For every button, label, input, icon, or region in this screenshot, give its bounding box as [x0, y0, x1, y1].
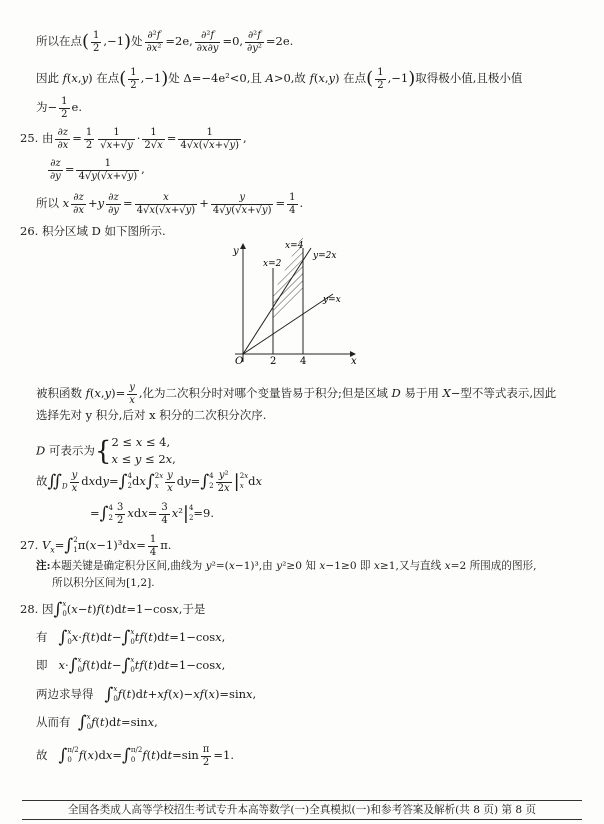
text-line: 所以在点( $\frac{1}{2}$ ,−1)处 $\frac{\text{∂²f}}{\text{∂x²}}$ =2e, $\frac{\text{∂²f}}{\partial x\partial y}$ =0, $\frac{\text{∂²f}}{\text{∂y²}}$ =2e. [36, 30, 294, 54]
page-footer: 全国各类成人高等学校招生考试专升本高等数学(一)全真模拟(一)和参考答案及解析(共 8 页) 第 8 页 [22, 800, 582, 820]
question-27: 27. $V_x=\int 2$ 1π(x−1)³dx= $\frac{1}{4}$ π. [20, 534, 172, 558]
origin-label: O [235, 356, 244, 366]
question-26-line-3: 选择先对 y 积分,后对 x 积分的二次积分次序. [36, 408, 267, 422]
question-28-line-1: 28. 因∫x 0(x−t)f(t)dt=1−cosx,于是 [20, 599, 206, 620]
question-26-line-2: 被积函数 f(x,y)= $\frac{y}{x}$ ,化为二次积分时对哪个变量皆易于积分;但是区域 D 易于用 X−型不等式表示,因此 [36, 382, 557, 406]
label-x-equals-4: x=4 [285, 241, 304, 251]
tick-label-2: 2 [270, 356, 277, 366]
label-y-equals-x: y=x [323, 295, 341, 305]
question-25-line-2: $\frac{\partial z}{\partial y}$ = $\frac{1}{4√y(√x+√y)}$ , [50, 158, 145, 182]
text-line: 因此 f(x,y) 在点( $\frac{1}{2}$ ,−1)处 Δ=−4e²<0,且 A>0,故 f(x,y) 在点( $\frac{1}{2}$ ,−1)取得极小值,且极小值 [36, 67, 523, 91]
label-x-equals-2: x=2 [263, 259, 282, 269]
y-axis-label: y [233, 246, 239, 257]
label-y-equals-2x: y=2x [313, 251, 337, 261]
x-axis-label: x [351, 356, 357, 366]
tick-label-4: 4 [300, 356, 307, 366]
integration-region-figure [225, 238, 365, 366]
question-26-line-1: 26. 积分区域 D 如下图所示. [20, 224, 166, 238]
question-26-line-6: =∫4 2 $\frac{3}{2}$ xdx= $\frac{3}{4}$ x²|4 2=9. [90, 502, 215, 526]
question-28-line-6: 故 ∫π/2 0 f(x)dx=∫π/2 0 f(t)dt=sin $\frac{\pi}{2}$ =1. [36, 744, 234, 768]
question-27-note-1: 注:本题关键是确定积分区间,曲线为 y²=(x−1)³,由 y²≥0 知 x−1≥0 即 x≥1,又与直线 x=2 所围成的图形, [36, 560, 537, 572]
question-28-line-3: 即 x·∫x 0f(t)dt−∫x 0tf(t)dt=1−cosx, [36, 655, 226, 676]
question-26-line-4: D 可表示为{2 ≤ x ≤ 4, x ≤ y ≤ 2x, [36, 435, 176, 467]
question-28-line-2: 有 ∫x 0x·f(t)dt−∫x 0tf(t)dt=1−cosx, [36, 627, 226, 648]
text-line: 为− $\frac{1}{2}$ e. [36, 96, 82, 120]
question-25-line-1: 25. 由 $\frac{\partial z}{\partial x}$ = $\frac{1}{2}$ $\frac{1}{√x+√y}$ · $\frac{1}{2√x}$ = $\frac{1}{4√x(√x+√y)}$ , [20, 127, 247, 151]
question-28-line-5: 从而有 ∫x 0f(t)dt=sinx, [36, 712, 158, 733]
question-27-note-2: 所以积分区间为[1,2]. [52, 577, 155, 589]
question-28-line-4: 两边求导得 ∫x 0f(t)dt+xf(x)−xf(x)=sinx, [36, 684, 257, 705]
question-26-line-5: 故$∬_D$ $\frac{y}{x}$ dxdy=∫4 2dx∫2x x $\frac{y}{x}$ dy=∫4 2 $\frac{\text{y²}}{2x}$ |2x x dx [36, 470, 263, 494]
question-25-line-3: 所以 x $\frac{\partial z}{\partial x}$ +y $\frac{\partial z}{\partial y}$ = $\frac{x}{4√x(√x+√y)}$ + $\frac{y}{4√y(√x+√y)}$ = $\frac{1}{4}$ . [36, 192, 304, 216]
